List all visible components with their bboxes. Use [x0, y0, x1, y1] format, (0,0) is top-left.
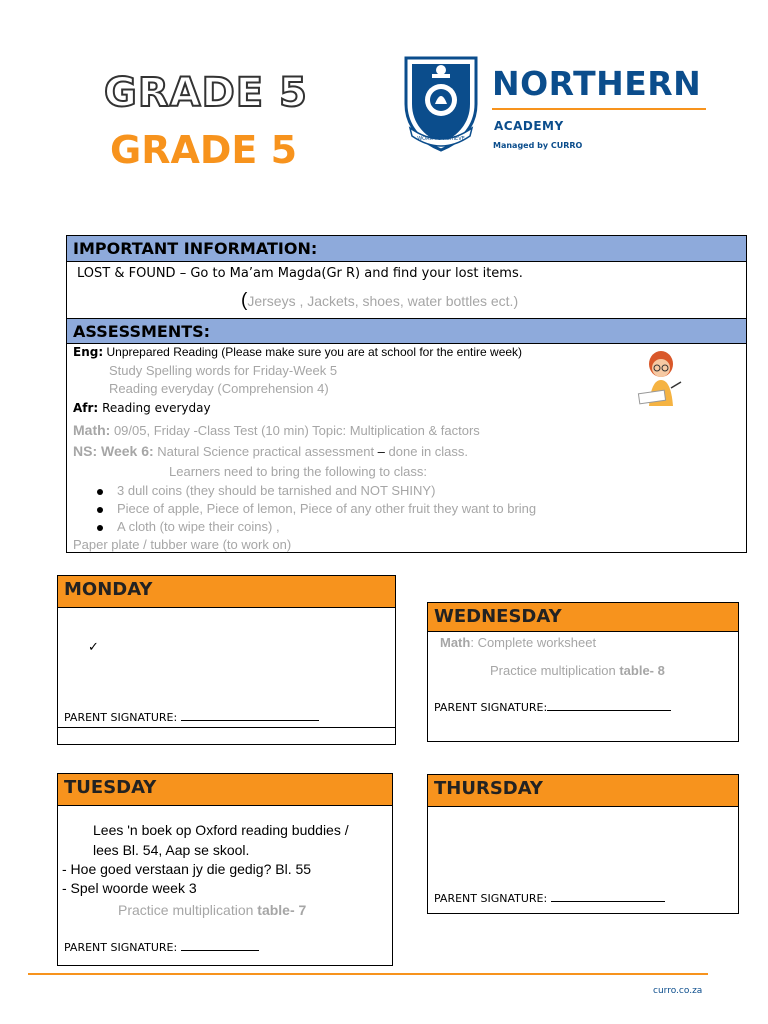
wednesday-math: [440, 635, 596, 650]
tuesday-header: TUESDAY: [58, 774, 392, 806]
tuesday-line: - Spel woorde week 3: [62, 880, 197, 896]
bullet-dot: [97, 507, 103, 513]
tuesday-practice-text: Practice multiplication: [118, 902, 254, 918]
thursday-box: [427, 774, 739, 914]
important-info-header: IMPORTANT INFORMATION:: [67, 236, 746, 262]
thursday-header: THURSDAY: [428, 775, 738, 807]
school-crest-logo: [402, 52, 480, 157]
wednesday-parent-signature: [434, 701, 671, 714]
assessments-header: ASSESSMENTS:: [67, 318, 746, 344]
grade-title-outline: GRADE 5: [104, 70, 308, 116]
bullet-text: 3 dull coins (they should be tarnished and NOT SHINY): [117, 483, 436, 498]
signature-label: PARENT SIGNATURE:: [64, 941, 178, 954]
paper-plate-text: Paper plate / tubber ware (to work on): [73, 537, 292, 552]
grade-title: GRADE 5: [110, 128, 298, 172]
check-mark: ✓: [88, 640, 99, 655]
crest-motto: WORK TO ACHIEVE: [417, 136, 465, 142]
eng-row: [73, 345, 522, 359]
footer-divider: [28, 973, 708, 975]
signature-line[interactable]: [551, 892, 665, 902]
wednesday-header: WEDNESDAY: [428, 603, 738, 632]
student-reading-illustration: [635, 348, 687, 413]
eng-label: Eng:: [73, 345, 104, 359]
tuesday-practice-table: table- 7: [257, 902, 307, 918]
tuesday-line: Lees 'n boek op Oxford reading buddies /: [93, 822, 349, 838]
afr-row: [73, 401, 211, 415]
logo-subtitle: ACADEMY: [494, 119, 564, 133]
footer-url[interactable]: curro.co.za: [653, 986, 703, 996]
afr-text: Reading everyday: [102, 401, 211, 415]
wednesday-practice: [490, 663, 665, 678]
wednesday-math-label: Math: [440, 635, 471, 650]
math-text: 09/05, Friday -Class Test (10 min) Topic: Multiplication & factors: [113, 423, 480, 438]
bullet-item: [97, 519, 280, 534]
signature-line[interactable]: [181, 711, 319, 721]
ns-dash: –: [374, 444, 389, 459]
tuesday-line: - Hoe goed verstaan jy die gedig? Bl. 55: [62, 861, 312, 877]
ns-text: Natural Science practical assessment: [157, 444, 375, 459]
lost-found-text: LOST & FOUND – Go to Ma’am Magda(Gr R) and find your lost items.: [77, 266, 523, 281]
signature-line[interactable]: [181, 941, 259, 951]
monday-divider: [58, 727, 395, 728]
monday-header: MONDAY: [58, 576, 395, 608]
bullet-item: [97, 483, 435, 498]
monday-parent-signature: [64, 711, 319, 724]
tuesday-line: lees Bl. 54, Aap se skool.: [93, 842, 250, 858]
wednesday-math-text: : Complete worksheet: [470, 635, 597, 650]
learners-text: Learners need to bring the following to class:: [169, 464, 427, 479]
eng-text: Unprepared Reading (Please make sure you are at school for the entire week): [106, 345, 523, 359]
ns-label: NS: Week 6:: [73, 443, 154, 459]
wednesday-box: [427, 602, 739, 742]
eng-reading: Reading everyday (Comprehension 4): [109, 381, 329, 396]
bullet-dot: [97, 489, 103, 495]
eng-spelling: Study Spelling words for Friday-Week 5: [109, 363, 338, 378]
lost-items-list: [241, 290, 518, 312]
logo-name: NORTHERN: [492, 64, 702, 103]
math-label: Math:: [73, 422, 111, 438]
logo-managed-by: Managed by CURRO: [493, 141, 583, 150]
bullet-dot: [97, 525, 103, 531]
signature-label: PARENT SIGNATURE:: [434, 701, 548, 714]
signature-line[interactable]: [547, 701, 671, 711]
bullet-item: [97, 501, 536, 516]
information-table: [66, 235, 747, 553]
signature-label: PARENT SIGNATURE:: [64, 711, 178, 724]
ns-tail: done in class.: [388, 444, 469, 459]
lost-items-text: Jerseys , Jackets, shoes, water bottles ect.): [247, 293, 519, 309]
logo-divider: [492, 108, 706, 110]
tuesday-practice: [118, 902, 306, 918]
thursday-parent-signature: [434, 892, 665, 905]
afr-label: Afr:: [73, 401, 99, 415]
signature-label: PARENT SIGNATURE:: [434, 892, 548, 905]
wednesday-practice-table: table- 8: [619, 663, 665, 678]
tuesday-parent-signature: [64, 941, 259, 954]
math-row: [73, 422, 480, 438]
bullet-text: Piece of apple, Piece of lemon, Piece of any other fruit they want to bring: [117, 501, 537, 516]
wednesday-practice-text: Practice multiplication: [490, 663, 616, 678]
ns-row: [73, 443, 468, 459]
open-paren: (: [241, 290, 248, 311]
bullet-text: A cloth (to wipe their coins) ,: [117, 519, 280, 534]
monday-box: [57, 575, 396, 745]
tuesday-box: [57, 773, 393, 966]
